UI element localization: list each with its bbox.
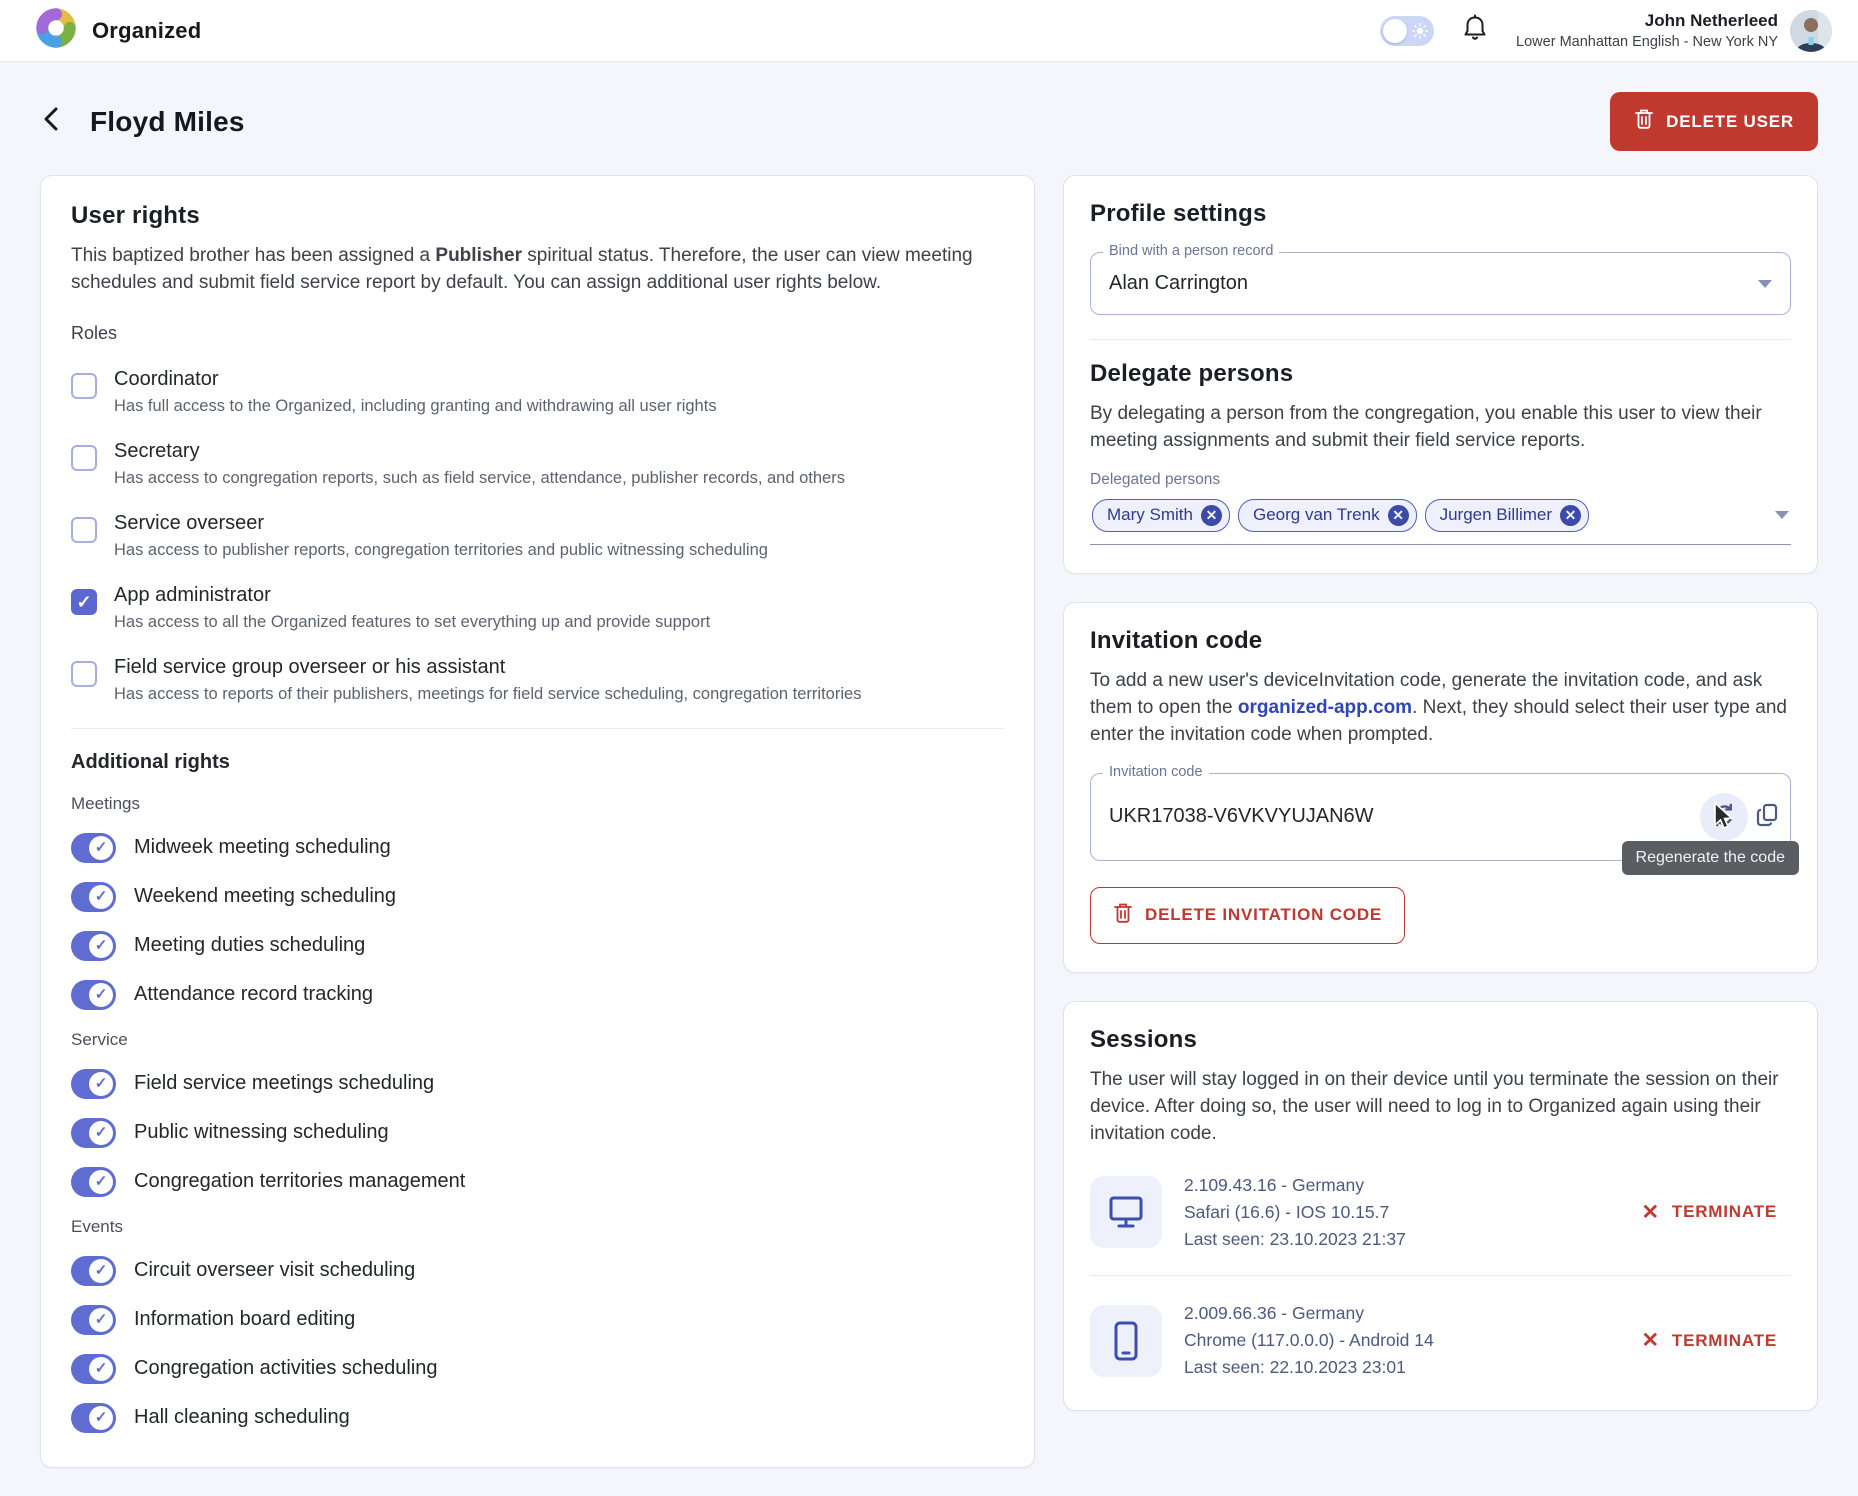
user-rights-card — [40, 175, 1035, 1468]
invitation-code-card — [1063, 602, 1818, 973]
invitation-description: To add a new user's deviceInvitation code, generate the invitation code, and ask them to open the organized-app.com. Next, they should select their user type and enter the invitation code when prompted. — [1090, 669, 1788, 745]
bind-person-value: Alan Carrington — [1109, 272, 1248, 294]
attendance-record-toggle[interactable] — [71, 980, 116, 1010]
toggle-row — [71, 931, 1004, 961]
page-title: Floyd Miles — [90, 105, 245, 137]
role-name: Service overseer — [114, 511, 265, 534]
session-row — [1090, 1172, 1791, 1253]
remove-person-icon[interactable]: ✕ — [1201, 505, 1222, 526]
session-ip: 2.109.43.16 - Germany — [1184, 1174, 1364, 1195]
delete-user-button[interactable] — [1610, 92, 1818, 151]
profile-settings-card — [1063, 175, 1818, 574]
terminate-session-button[interactable] — [1641, 1200, 1791, 1225]
toggle-label: Circuit overseer visit scheduling — [134, 1259, 416, 1282]
mobile-device-icon — [1090, 1305, 1162, 1377]
account-name: John Netherleed — [1644, 11, 1778, 30]
toggle-knob-check-icon: ✓ — [89, 983, 113, 1007]
copy-icon — [1756, 802, 1780, 831]
toggle-label: Congregation activities scheduling — [134, 1357, 438, 1380]
x-icon: ✕ — [1641, 1329, 1660, 1353]
toggle-knob-check-icon: ✓ — [89, 1406, 113, 1430]
chip-label: Jurgen Billimer — [1439, 505, 1553, 525]
toggle-row — [71, 882, 1004, 912]
x-icon: ✕ — [1641, 1200, 1660, 1224]
role-row-secretary — [71, 440, 1004, 488]
role-name: Secretary — [114, 439, 200, 462]
chevron-down-icon — [1758, 280, 1772, 288]
session-row — [1090, 1300, 1791, 1381]
toggle-label: Information board editing — [134, 1308, 356, 1331]
delete-invitation-code-label: DELETE INVITATION CODE — [1145, 905, 1383, 925]
invitation-code-value: UKR17038-V6VKVYUJAN6W — [1109, 805, 1374, 828]
toggle-knob-check-icon: ✓ — [89, 934, 113, 958]
account-menu[interactable] — [1516, 10, 1832, 52]
circuit-overseer-visit-toggle[interactable] — [71, 1256, 116, 1286]
terminate-session-button[interactable] — [1641, 1328, 1791, 1353]
account-congregation: Lower Manhattan English - New York NY — [1516, 34, 1778, 50]
weekend-meeting-toggle[interactable] — [71, 882, 116, 912]
role-row-field-service-group-overseer — [71, 656, 1004, 704]
theme-toggle-knob — [1383, 19, 1407, 43]
theme-toggle[interactable] — [1380, 16, 1434, 46]
person-chip[interactable] — [1425, 499, 1589, 532]
secretary-checkbox[interactable] — [71, 445, 97, 471]
user-rights-intro: This baptized brother has been assigned a Publisher spiritual status. Therefore, the user can view meeting schedules and submit field service report by default. You can assign additional user rights below. — [71, 245, 973, 293]
session-ip: 2.009.66.36 - Germany — [1184, 1303, 1364, 1324]
toggle-label: Congregation territories management — [134, 1170, 466, 1193]
role-description: Has access to publisher reports, congregation territories and public witnessing scheduling — [114, 540, 768, 559]
bind-person-select[interactable] — [1090, 243, 1791, 315]
delete-invitation-code-button[interactable] — [1090, 887, 1405, 944]
toggle-knob-check-icon: ✓ — [89, 1308, 113, 1332]
remove-person-icon[interactable]: ✕ — [1388, 505, 1409, 526]
field-service-meetings-toggle[interactable] — [71, 1069, 116, 1099]
role-row-coordinator — [71, 368, 1004, 416]
session-last-seen: Last seen: 22.10.2023 23:01 — [1184, 1357, 1406, 1378]
bind-person-label: Bind with a person record — [1103, 243, 1279, 259]
toggle-label: Midweek meeting scheduling — [134, 836, 391, 859]
person-chip[interactable] — [1238, 499, 1417, 532]
back-button[interactable] — [40, 104, 62, 139]
terminate-label: TERMINATE — [1671, 1330, 1777, 1350]
role-row-service-overseer — [71, 512, 1004, 560]
congregation-activities-toggle[interactable] — [71, 1354, 116, 1384]
copy-code-button[interactable] — [1756, 802, 1780, 831]
toggle-row — [71, 833, 1004, 863]
trash-icon — [1113, 902, 1133, 929]
invitation-code-title: Invitation code — [1090, 626, 1263, 654]
meeting-duties-toggle[interactable] — [71, 931, 116, 961]
chip-label: Mary Smith — [1107, 505, 1193, 525]
toggle-knob-check-icon: ✓ — [89, 1072, 113, 1096]
toggle-label: Weekend meeting scheduling — [134, 885, 397, 908]
notifications-bell-icon[interactable] — [1462, 14, 1488, 47]
invitation-code-label: Invitation code — [1103, 764, 1209, 780]
app-logo-icon — [34, 6, 78, 55]
midweek-meeting-toggle[interactable] — [71, 833, 116, 863]
toggle-label: Attendance record tracking — [134, 983, 374, 1006]
role-description: Has full access to the Organized, including granting and withdrawing all user rights — [114, 396, 717, 415]
sessions-description: The user will stay logged in on their device until you terminate the session on their device. After doing so, the user will need to log in to Organized again using their invitation code. — [1090, 1068, 1779, 1144]
field-service-group-overseer-checkbox[interactable] — [71, 661, 97, 687]
chip-label: Georg van Trenk — [1252, 505, 1380, 525]
toggle-knob-check-icon: ✓ — [89, 1170, 113, 1194]
toggle-knob-check-icon: ✓ — [89, 836, 113, 860]
app-header — [0, 0, 1858, 62]
session-agent: Safari (16.6) - IOS 10.15.7 — [1184, 1201, 1390, 1222]
coordinator-checkbox[interactable] — [71, 373, 97, 399]
roles-label: Roles — [71, 322, 118, 343]
sessions-title: Sessions — [1090, 1025, 1197, 1053]
terminate-label: TERMINATE — [1671, 1202, 1777, 1222]
sun-icon — [1412, 23, 1428, 44]
delegated-persons-select[interactable] — [1090, 489, 1791, 545]
toggle-label: Meeting duties scheduling — [134, 934, 366, 957]
user-rights-title: User rights — [71, 202, 200, 229]
remove-person-icon[interactable]: ✕ — [1560, 505, 1581, 526]
group-label-service: Service — [71, 1029, 128, 1049]
profile-settings-title: Profile settings — [1090, 200, 1267, 227]
information-board-toggle[interactable] — [71, 1305, 116, 1335]
public-witnessing-toggle[interactable] — [71, 1118, 116, 1148]
group-label-events: Events — [71, 1216, 123, 1236]
desktop-device-icon — [1090, 1176, 1162, 1248]
role-name: App administrator — [114, 583, 271, 606]
delegated-persons-label: Delegated persons — [1090, 470, 1221, 488]
mouse-cursor — [1709, 801, 1735, 836]
toggle-knob-check-icon: ✓ — [89, 1357, 113, 1381]
delegate-persons-description: By delegating a person from the congregation, you enable this user to view their meeting assignments and submit their field service reports. — [1090, 403, 1762, 451]
delete-user-label: DELETE USER — [1666, 111, 1794, 131]
sessions-card — [1063, 1001, 1818, 1411]
toggle-row — [71, 1167, 1004, 1197]
toggle-row — [71, 1354, 1004, 1384]
session-agent: Chrome (117.0.0.0) - Android 14 — [1184, 1330, 1434, 1351]
role-name: Field service group overseer or his assistant — [114, 655, 506, 678]
toggle-label: Field service meetings scheduling — [134, 1072, 435, 1095]
role-description: Has access to all the Organized features to set everything up and provide support — [114, 612, 711, 631]
group-label-meetings: Meetings — [71, 793, 140, 813]
toggle-knob-check-icon: ✓ — [89, 885, 113, 909]
toggle-row — [71, 1403, 1004, 1433]
delegate-persons-title: Delegate persons — [1090, 360, 1294, 387]
toggle-knob-check-icon: ✓ — [89, 1259, 113, 1283]
chevron-down-icon — [1775, 511, 1789, 519]
session-last-seen: Last seen: 23.10.2023 21:37 — [1184, 1229, 1406, 1249]
role-row-app-administrator — [71, 584, 1004, 632]
toggle-row — [71, 980, 1004, 1010]
app-name: Organized — [92, 17, 202, 43]
toggle-label: Hall cleaning scheduling — [134, 1406, 350, 1429]
toggle-row — [71, 1069, 1004, 1099]
organized-app-link[interactable]: organized-app.com — [1237, 696, 1413, 718]
avatar — [1790, 10, 1832, 52]
role-description: Has access to congregation reports, such as field service, attendance, publisher records, and others — [114, 468, 845, 487]
toggle-row — [71, 1305, 1004, 1335]
toggle-knob-check-icon: ✓ — [89, 1121, 113, 1145]
roles-divider — [71, 728, 1004, 729]
toggle-row — [71, 1256, 1004, 1286]
profile-divider — [1090, 339, 1791, 340]
session-divider — [1090, 1275, 1791, 1276]
role-name: Coordinator — [114, 367, 219, 390]
toggle-label: Public witnessing scheduling — [134, 1121, 389, 1144]
app-administrator-checkbox[interactable] — [71, 589, 97, 615]
hall-cleaning-toggle[interactable] — [71, 1403, 116, 1433]
regenerate-tooltip: Regenerate the code — [1622, 841, 1799, 875]
service-overseer-checkbox[interactable] — [71, 517, 97, 543]
additional-rights-title: Additional rights — [71, 750, 230, 773]
brand — [34, 6, 201, 55]
congregation-territories-toggle[interactable] — [71, 1167, 116, 1197]
trash-icon — [1634, 108, 1654, 135]
role-description: Has access to reports of their publishers, meetings for field service scheduling, congregation territories — [114, 684, 862, 703]
person-chip[interactable] — [1092, 499, 1230, 532]
toggle-row — [71, 1118, 1004, 1148]
